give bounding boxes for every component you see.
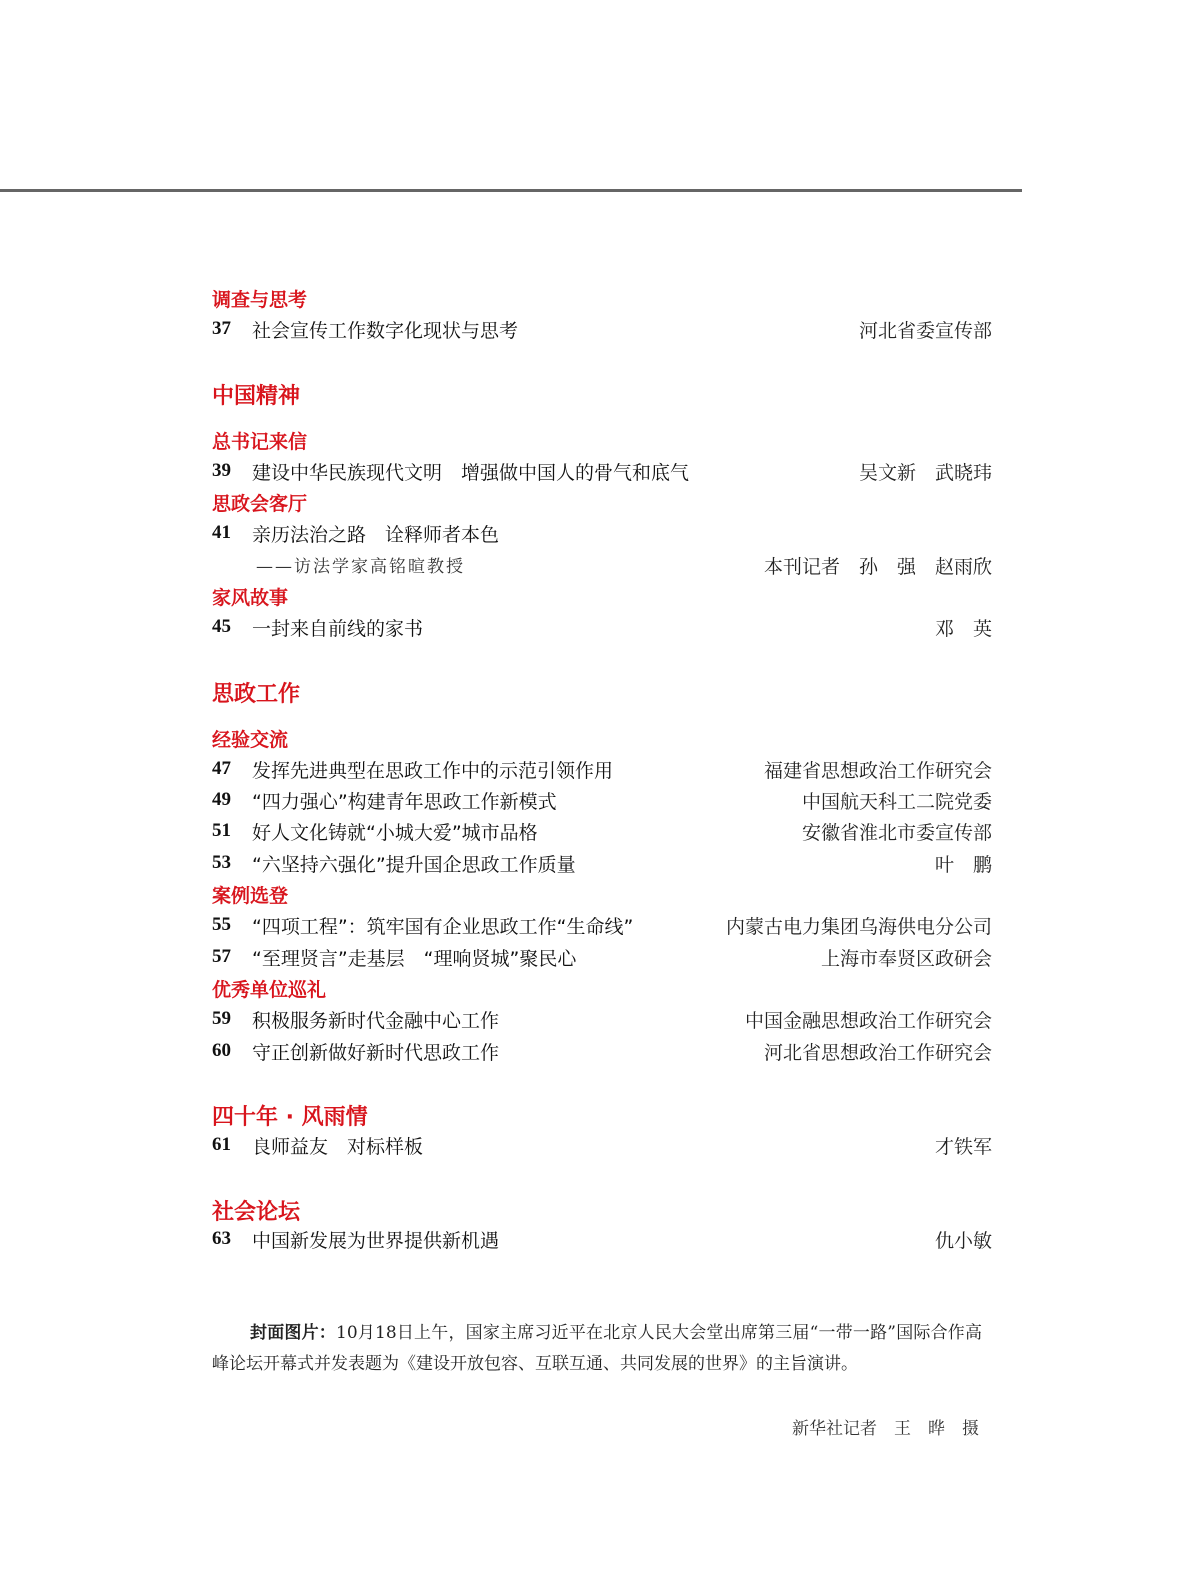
subsection-heading: 调查与思考	[212, 289, 308, 311]
page-number: 60	[212, 1040, 231, 1061]
entry-author: 吴文新 武晓玮	[858, 462, 992, 484]
entry-subtitle: ——访法学家高铭暄教授	[256, 557, 465, 577]
section-heading: 四十年 · 风雨情	[212, 1105, 368, 1130]
toc-entry[interactable]	[212, 1006, 992, 1032]
subsection-heading: 家风故事	[212, 587, 289, 609]
caption-lead: 封面图片：	[250, 1323, 336, 1343]
entry-title: 建设中华民族现代文明 增强做中国人的骨气和底气	[252, 462, 690, 484]
toc-entry[interactable]	[212, 520, 992, 546]
entry-author: 内蒙古电力集团乌海供电分公司	[725, 916, 992, 938]
entry-title: “四力强心”构建青年思政工作新模式	[252, 791, 557, 813]
entry-author: 中国金融思想政治工作研究会	[744, 1010, 992, 1032]
section-heading: 中国精神	[212, 384, 301, 409]
toc-entry[interactable]	[212, 1038, 992, 1064]
toc-entry[interactable]	[212, 787, 992, 813]
section-heading: 社会论坛	[212, 1200, 301, 1225]
page-number: 59	[212, 1008, 231, 1029]
subsection-heading: 总书记来信	[212, 431, 308, 453]
subsection-heading: 优秀单位巡礼	[212, 979, 327, 1001]
entry-title: “至理贤言”走基层 “理响贤城”聚民心	[252, 948, 577, 970]
page-number: 61	[212, 1134, 231, 1155]
entry-title: 中国新发展为世界提供新机遇	[252, 1230, 500, 1252]
page-number: 57	[212, 946, 231, 967]
caption-text: 10月18日上午，国家主席习近平在北京人民大会堂出席第三届“一带一路”国际合作高峰论坛开幕式并发表题为《建设开放包容、互联互通、共同发展的世界》的主旨演讲。	[212, 1323, 982, 1374]
entry-title: 好人文化铸就“小城大爱”城市品格	[252, 822, 538, 844]
top-divider	[0, 189, 1022, 192]
page-number: 51	[212, 820, 231, 841]
toc-entry[interactable]	[212, 756, 992, 782]
page-number: 45	[212, 616, 231, 637]
entry-title: 社会宣传工作数字化现状与思考	[252, 320, 519, 342]
subsection-heading: 经验交流	[212, 729, 289, 751]
toc-entry-subtitle[interactable]	[212, 552, 992, 578]
entry-title: 一封来自前线的家书	[252, 618, 424, 640]
page-number: 37	[212, 318, 231, 339]
toc-entry[interactable]	[212, 1132, 992, 1158]
entry-author: 安徽省淮北市委宣传部	[801, 822, 992, 844]
page-number: 55	[212, 914, 231, 935]
toc-entry[interactable]	[212, 850, 992, 876]
entry-title: “六坚持六强化”提升国企思政工作质量	[252, 854, 576, 876]
toc-entry[interactable]	[212, 614, 992, 640]
entry-title: 良师益友 对标样板	[252, 1136, 424, 1158]
toc-entry[interactable]	[212, 458, 992, 484]
page-number: 49	[212, 789, 231, 810]
entry-title: 守正创新做好新时代思政工作	[252, 1042, 500, 1064]
entry-author: 本刊记者 孙 强 赵雨欣	[763, 556, 992, 578]
subsection-heading: 思政会客厅	[212, 493, 308, 515]
photo-credit: 新华社记者 王 晔 摄	[792, 1419, 979, 1439]
entry-author: 邓 英	[934, 618, 992, 640]
toc-entry[interactable]	[212, 316, 992, 342]
entry-title: 发挥先进典型在思政工作中的示范引领作用	[252, 760, 614, 782]
page-number: 53	[212, 852, 231, 873]
page-number: 39	[212, 460, 231, 481]
cover-caption	[212, 1318, 982, 1380]
entry-title: “四项工程”：筑牢国有企业思政工作“生命线”	[252, 916, 634, 938]
entry-author: 仇小敏	[934, 1230, 992, 1252]
entry-author: 才铁军	[934, 1136, 992, 1158]
section-heading: 思政工作	[212, 682, 301, 707]
toc-entry[interactable]	[212, 818, 992, 844]
entry-author: 河北省委宣传部	[858, 320, 992, 342]
entry-author: 福建省思想政治工作研究会	[763, 760, 992, 782]
page-number: 63	[212, 1228, 231, 1249]
entry-title: 亲历法治之路 诠释师者本色	[252, 524, 500, 546]
entry-author: 叶 鹏	[934, 854, 992, 876]
entry-author: 上海市奉贤区政研会	[820, 948, 992, 970]
entry-author: 中国航天科工二院党委	[801, 791, 992, 813]
subsection-heading: 案例选登	[212, 885, 289, 907]
page-number: 47	[212, 758, 231, 779]
toc-entry[interactable]	[212, 1226, 992, 1252]
page-number: 41	[212, 522, 231, 543]
entry-title: 积极服务新时代金融中心工作	[252, 1010, 500, 1032]
toc-entry[interactable]	[212, 912, 992, 938]
toc-entry[interactable]	[212, 944, 992, 970]
entry-author: 河北省思想政治工作研究会	[763, 1042, 992, 1064]
